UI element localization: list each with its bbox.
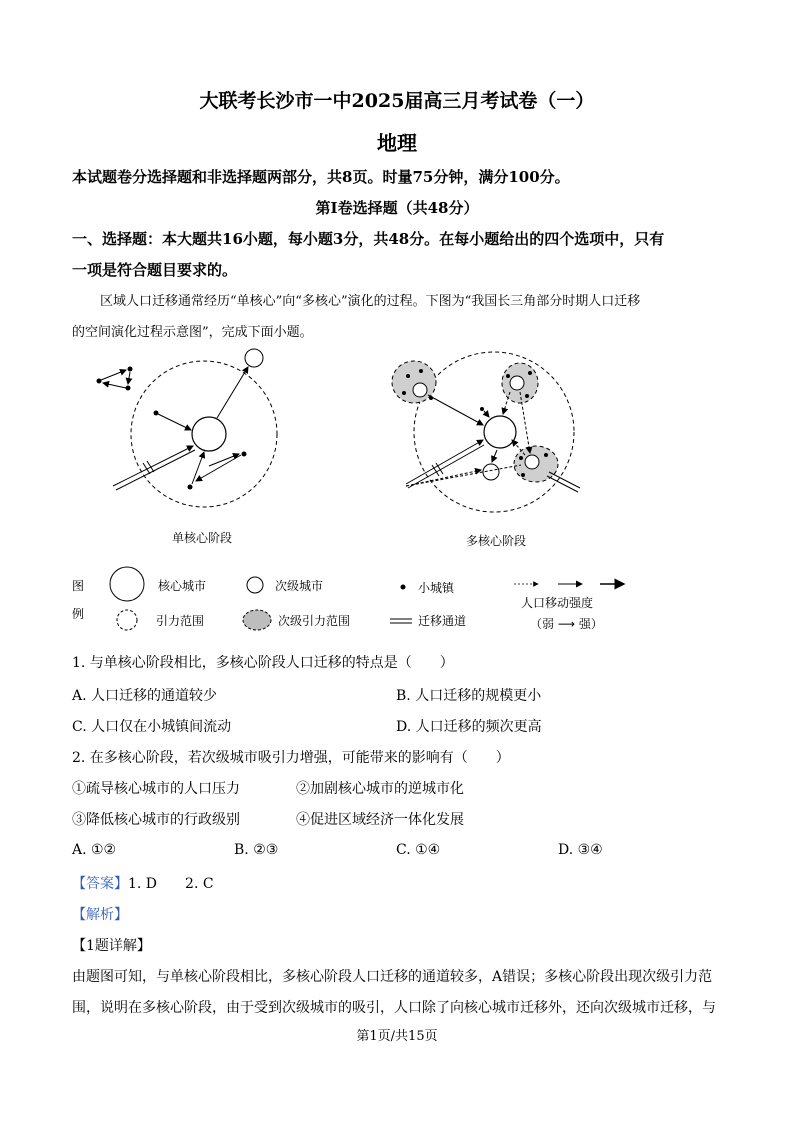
answer-label: 【答案】 [72, 876, 128, 892]
secondary-city [413, 383, 427, 397]
section-instructions-line1: 一、选择题：本大题共16小题，每小题3分，共48分。在每小题给出的四个选项中，只有 [72, 230, 665, 248]
section-instructions-line2: 一项是符合题目要求的。 [72, 261, 238, 279]
question-2-item-2: ②加剧核心城市的逆城市化 [296, 781, 464, 797]
legend-secondary-city: 次级城市 [275, 579, 324, 593]
legend-channel: 迁移通道 [418, 614, 467, 628]
question-1-option-d: D. 人口迁移的频次更高 [396, 719, 542, 735]
question-2-item-4: ④促进区域经济一体化发展 [296, 812, 464, 828]
detail-line-2: 围，说明在多核心阶段，由于受到次级城市的吸引，人口除了向核心城市迁移外，还向次级城市迁移，与 [72, 1000, 716, 1016]
answer-line [72, 873, 214, 893]
page-number: 第1页/共15页 [356, 1029, 438, 1044]
legend-secondary-city-symbol [247, 577, 263, 593]
town [126, 386, 131, 391]
legend-label-1: 图 [72, 579, 85, 593]
exam-instructions: 本试题卷分选择题和非选择题两部分，共8页。时量75分钟，满分100分。 [72, 168, 570, 186]
detail-line-1: 由题图可知，与单核心阶段相比，多核心阶段人口迁移的通道较多，A错误；多核心阶段出现次级引力范 [72, 969, 713, 985]
figure-legend [72, 567, 624, 631]
legend-secondary-gravity-symbol [243, 610, 271, 630]
subject-title: 地理 [377, 131, 417, 155]
question-2-option-d: D. ③④ [558, 842, 603, 858]
core-city [484, 416, 516, 448]
question-2-option-b: B. ②③ [234, 842, 279, 858]
question-2-item-1: ①疏导核心城市的人口压力 [72, 781, 240, 797]
passage-line2: 的空间演化过程示意图”，完成下面小题。 [72, 325, 313, 340]
town [154, 411, 159, 416]
town [242, 452, 247, 457]
population-migration-figure [0, 340, 794, 640]
question-1-option-b: B. 人口迁移的规模更小 [396, 688, 542, 704]
question-1-stem: 1. 与单核心阶段相比，多核心阶段人口迁移的特点是（ ） [72, 655, 454, 671]
detail-label: 【1题详解】 [72, 938, 151, 954]
question-2-stem: 2. 在多核心阶段，若次级城市吸引力增强，可能带来的影响有（ ） [72, 750, 510, 766]
secondary-city [510, 376, 524, 390]
legend-intensity-range: （弱 ⟶ 强） [530, 617, 603, 631]
part-one-heading: 第Ⅰ卷选择题（共48分） [315, 199, 479, 217]
passage-line1: 区域人口迁移通常经历“单核心”向“多核心”演化的过程。下图为“我国长三角部分时期人口迁移 [100, 294, 641, 309]
legend-intensity: 人口移动强度 [521, 596, 594, 610]
legend-gravity-symbol [117, 610, 137, 630]
legend-core-city: 核心城市 [158, 579, 207, 593]
legend-label-2: 例 [72, 607, 85, 621]
legend-secondary-gravity: 次级引力范围 [278, 614, 351, 628]
caption-single-core: 单核心阶段 [172, 531, 233, 545]
town [128, 367, 133, 372]
exam-title: 大联考长沙市一中2025届高三月考试卷（一） [199, 90, 595, 112]
single-core-diagram [97, 349, 278, 507]
town [97, 379, 102, 384]
legend-town: 小城镇 [418, 581, 455, 595]
core-city [192, 417, 226, 451]
multi-core-diagram [392, 352, 580, 512]
analysis-label: 【解析】 [72, 907, 128, 923]
answer-value: 1. D 2. C [128, 876, 214, 892]
secondary-city [245, 349, 263, 367]
legend-gravity: 引力范围 [156, 614, 205, 628]
town [188, 485, 193, 490]
question-2-option-a: A. ①② [72, 842, 117, 858]
legend-core-city-symbol [110, 567, 144, 601]
secondary-gravity-range [392, 361, 436, 403]
question-2-item-3: ③降低核心城市的行政级别 [72, 812, 240, 828]
secondary-city [525, 455, 539, 469]
question-1-option-c: C. 人口仅在小城镇间流动 [72, 719, 232, 735]
question-2-option-c: C. ①④ [396, 842, 441, 858]
question-1-option-a: A. 人口迁移的通道较少 [72, 688, 218, 704]
caption-multi-core: 多核心阶段 [466, 534, 527, 548]
legend-town-symbol [401, 585, 406, 590]
